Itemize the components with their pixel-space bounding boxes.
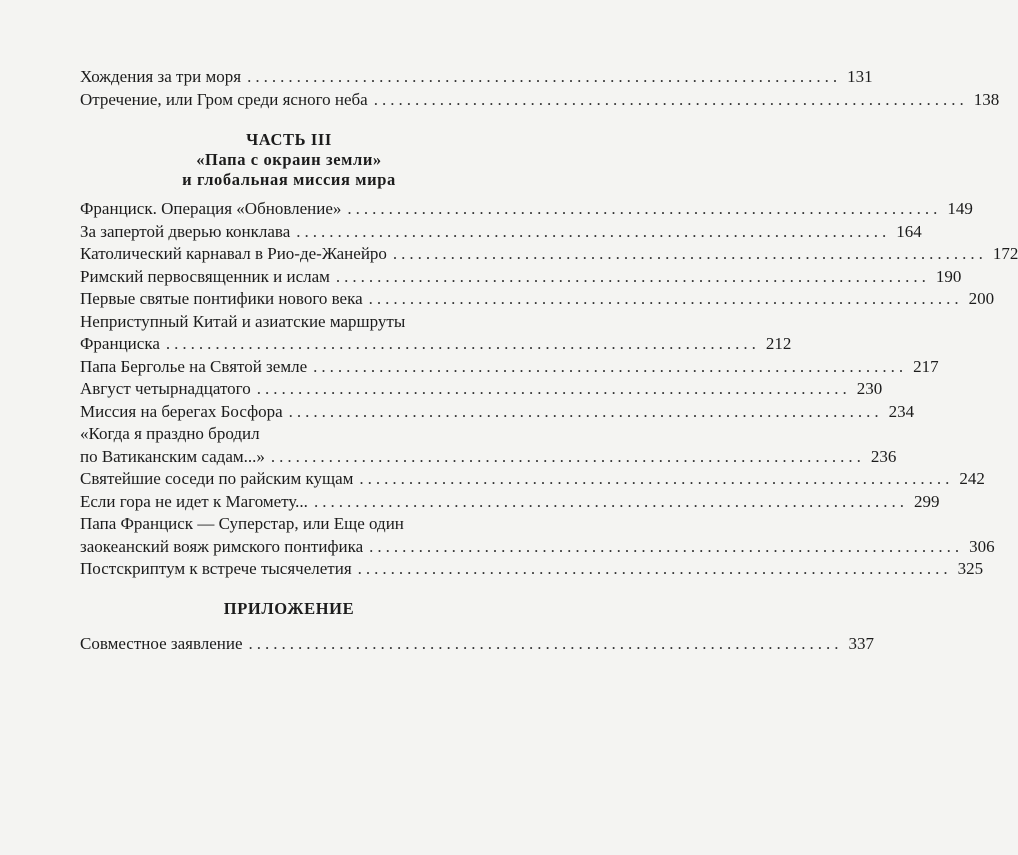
toc-entry-page: 299: [913, 491, 940, 511]
toc-entry-page: 325: [957, 559, 984, 578]
toc-entry: [80, 401, 915, 424]
toc-entry: [80, 221, 922, 244]
toc-entry-page: 172: [992, 244, 1018, 263]
leader-dots: ........................................................................: [359, 469, 954, 488]
toc-entry-title: Постскриптум к встрече тысячелетия: [80, 559, 352, 578]
toc-entry: [80, 66, 873, 89]
toc-entry: [80, 356, 939, 379]
leader-dots: ........................................................................: [368, 289, 963, 308]
toc-entry-title: Август четырнадцатого: [80, 379, 251, 398]
toc-entry-page: 217: [913, 356, 939, 376]
toc-entry-page: 236: [870, 446, 897, 466]
leader-dots: ........................................................................: [357, 559, 952, 578]
toc-entry: [80, 198, 973, 221]
toc-entry: [80, 446, 897, 469]
toc-entry-title-line1: Папа Франциск — Суперстар, или Еще один: [80, 514, 404, 533]
leader-dots: ........................................................................: [165, 334, 760, 353]
toc-entry-title: по Ватиканским садам...»: [80, 446, 265, 466]
toc-entry-title: Франциск. Операция «Обновление»: [80, 199, 342, 218]
leader-dots: ........................................................................: [369, 536, 964, 556]
toc-entry: [80, 266, 962, 289]
leader-dots: ........................................................................: [288, 401, 883, 421]
toc-entry-title: Святейшие соседи по райским кущам: [80, 469, 354, 488]
toc-entry-page: 190: [935, 266, 962, 286]
toc-entry: [80, 468, 985, 491]
toc-entry-page: 149: [947, 199, 973, 218]
toc-entry-page: 131: [847, 67, 873, 86]
appendix-header: [80, 599, 498, 619]
toc-entry-page: 164: [896, 221, 922, 241]
toc-entry-title: Если гора не идет к Магомету...: [80, 491, 308, 511]
toc-entry: [80, 633, 875, 656]
appendix-entries: [80, 633, 875, 656]
toc-entry: [80, 558, 984, 581]
toc-entry: [80, 333, 792, 356]
leader-dots: ........................................................................: [335, 266, 930, 286]
toc-entry-page: 200: [968, 289, 995, 308]
part-heading: ЧАСТЬ III: [246, 130, 332, 149]
toc-entry-title: Римский первосвященник и ислам: [80, 266, 330, 286]
toc-entry: [80, 288, 995, 311]
toc-entry: [80, 536, 995, 559]
leader-dots: ........................................................................: [270, 446, 865, 466]
leader-dots: ........................................................................: [313, 356, 908, 376]
part-subtitle: «Папа с окраин земли»: [196, 150, 382, 169]
leader-dots: ........................................................................: [296, 221, 891, 241]
toc-entry-page: 337: [848, 633, 875, 653]
leader-dots: ........................................................................: [392, 244, 987, 263]
leader-dots: ........................................................................: [347, 199, 942, 218]
toc-entry-title: Папа Берголье на Святой земле: [80, 356, 308, 376]
part3-header: [80, 130, 498, 190]
toc-entry-title: Первые святые понтифики нового века: [80, 289, 363, 308]
toc-entry-title: Миссия на берегах Босфора: [80, 401, 283, 421]
toc-entry-page: 242: [959, 469, 985, 488]
toc-entry-title: За запертой дверью конклава: [80, 221, 291, 241]
toc-entry-page: 212: [765, 334, 792, 353]
toc-entry-line1: [80, 423, 498, 446]
toc-entry-title-line1: «Когда я праздно бродил: [80, 424, 260, 443]
toc-entry: [80, 491, 940, 514]
toc-entry-title: Совместное заявление: [80, 633, 243, 653]
leader-dots: ........................................................................: [313, 491, 908, 511]
toc-entry-page: 306: [969, 536, 995, 556]
toc-entry-title: Хождения за три моря: [80, 67, 242, 86]
appendix-heading: ПРИЛОЖЕНИЕ: [223, 598, 355, 618]
part3-entries: [80, 198, 1018, 581]
leader-dots: ........................................................................: [248, 633, 843, 653]
toc-entry: [80, 89, 1000, 112]
toc-entry-line1: [80, 311, 498, 334]
toc-entry-title: Франциска: [80, 334, 160, 353]
toc-entry-title-line1: Неприступный Китай и азиатские маршруты: [80, 311, 406, 331]
toc-entry: [80, 378, 883, 401]
leader-dots: ........................................................................: [373, 89, 968, 109]
toc-entry-page: 230: [856, 379, 883, 398]
part-subtitle: и глобальная миссия мира: [182, 170, 396, 189]
table-of-contents: [80, 66, 1018, 655]
toc-entry-title: заокеанский вояж римского понтифика: [80, 536, 364, 556]
leader-dots: ........................................................................: [247, 67, 842, 86]
top-entries: [80, 66, 1000, 111]
toc-entry-title: Католический карнавал в Рио-де-Жанейро: [80, 244, 387, 263]
toc-entry-page: 138: [973, 89, 1000, 109]
toc-entry-line1: [80, 513, 498, 536]
toc-entry: [80, 243, 1018, 266]
toc-entry-title: Отречение, или Гром среди ясного неба: [80, 89, 368, 109]
toc-entry-page: 234: [888, 401, 915, 421]
leader-dots: ........................................................................: [256, 379, 851, 398]
